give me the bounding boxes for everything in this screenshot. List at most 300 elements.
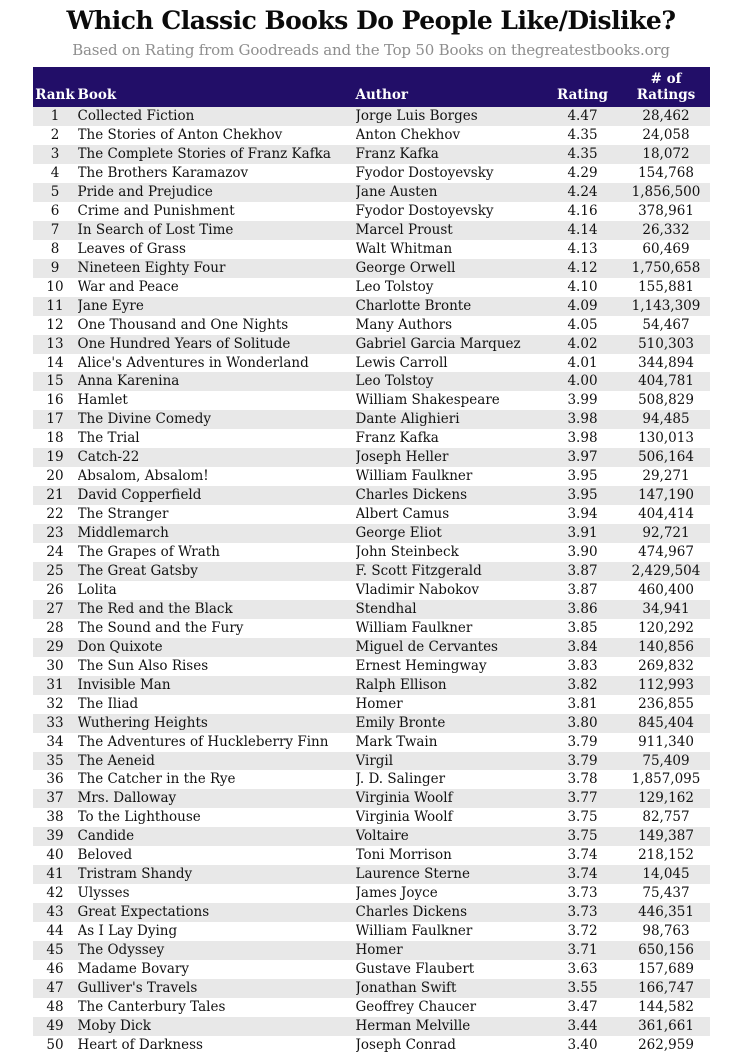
cell-book: The Grapes of Wrath bbox=[77, 544, 220, 561]
cell-num-ratings: 75,409 bbox=[642, 752, 690, 769]
cell-author: Walt Whitman bbox=[355, 240, 453, 257]
cell-rank: 40 bbox=[46, 847, 64, 864]
cell-book: Catch-22 bbox=[77, 449, 140, 466]
table-row bbox=[33, 770, 710, 789]
cell-author: William Shakespeare bbox=[355, 392, 500, 409]
cell-author: Many Authors bbox=[355, 316, 453, 333]
cell-rank: 48 bbox=[46, 998, 64, 1015]
cell-book: Crime and Punishment bbox=[77, 202, 235, 219]
cell-rating: 3.99 bbox=[567, 392, 598, 409]
cell-rating: 3.72 bbox=[567, 923, 598, 940]
cell-rating: 3.90 bbox=[567, 544, 598, 561]
cell-rating: 3.91 bbox=[567, 525, 598, 542]
cell-author: Toni Morrison bbox=[355, 847, 452, 864]
cell-num-ratings: 60,469 bbox=[642, 240, 690, 257]
cell-book: The Canterbury Tales bbox=[77, 998, 226, 1015]
cell-num-ratings: 14,045 bbox=[642, 866, 690, 883]
cell-book: Pride and Prejudice bbox=[77, 183, 213, 200]
cell-rating: 4.12 bbox=[567, 259, 598, 276]
cell-book: Nineteen Eighty Four bbox=[77, 259, 226, 276]
cell-rank: 42 bbox=[46, 885, 64, 902]
column-header-author: Author bbox=[356, 67, 543, 107]
cell-num-ratings: 82,757 bbox=[642, 809, 690, 826]
cell-rank: 1 bbox=[50, 108, 60, 125]
cell-rating: 4.09 bbox=[567, 297, 598, 314]
table-row bbox=[33, 1036, 710, 1054]
cell-rank: 31 bbox=[46, 676, 64, 693]
cell-num-ratings: 650,156 bbox=[638, 942, 694, 959]
cell-book: Hamlet bbox=[77, 392, 128, 409]
cell-author: Vladimir Nabokov bbox=[355, 581, 480, 598]
cell-num-ratings: 845,404 bbox=[638, 714, 694, 731]
cell-author: Charlotte Bronte bbox=[355, 297, 472, 314]
table-row bbox=[33, 429, 710, 448]
cell-rank: 36 bbox=[46, 771, 64, 788]
cell-author: Stendhal bbox=[355, 600, 417, 617]
cell-num-ratings: 92,721 bbox=[642, 525, 690, 542]
table-row bbox=[33, 202, 710, 221]
table-row bbox=[33, 164, 710, 183]
cell-rank: 28 bbox=[46, 619, 64, 636]
cell-book: Wuthering Heights bbox=[77, 714, 208, 731]
cell-author: Miguel de Cervantes bbox=[355, 638, 498, 655]
cell-num-ratings: 1,857,095 bbox=[631, 771, 701, 788]
cell-book: The Red and the Black bbox=[77, 600, 233, 617]
cell-rating: 3.98 bbox=[567, 411, 598, 428]
cell-rating: 3.47 bbox=[567, 998, 598, 1015]
cell-rank: 44 bbox=[46, 923, 64, 940]
cell-book: In Search of Lost Time bbox=[77, 221, 234, 238]
cell-rating: 3.73 bbox=[567, 904, 598, 921]
cell-author: Joseph Conrad bbox=[355, 1036, 456, 1053]
cell-book: The Complete Stories of Franz Kafka bbox=[77, 146, 331, 163]
cell-num-ratings: 155,881 bbox=[638, 278, 694, 295]
table-row bbox=[33, 1017, 710, 1036]
cell-rank: 37 bbox=[46, 790, 64, 807]
cell-book: The Brothers Karamazov bbox=[77, 164, 249, 181]
cell-rank: 30 bbox=[46, 657, 64, 674]
cell-num-ratings: 157,689 bbox=[638, 961, 694, 978]
cell-book: Absalom, Absalom! bbox=[77, 468, 209, 485]
cell-book: Gulliver's Travels bbox=[77, 979, 198, 996]
cell-book: Middlemarch bbox=[77, 525, 169, 542]
table-row bbox=[33, 714, 710, 733]
cell-book: The Sun Also Rises bbox=[77, 657, 209, 674]
cell-rank: 16 bbox=[46, 392, 64, 409]
cell-book: Ulysses bbox=[77, 885, 130, 902]
cell-rating: 3.82 bbox=[567, 676, 598, 693]
cell-rating: 3.87 bbox=[567, 581, 598, 598]
cell-rating: 3.75 bbox=[567, 828, 598, 845]
table-row bbox=[33, 410, 710, 429]
cell-rating: 3.77 bbox=[567, 790, 598, 807]
cell-book: Beloved bbox=[77, 847, 133, 864]
cell-book: To the Lighthouse bbox=[77, 809, 201, 826]
cell-rating: 3.79 bbox=[567, 752, 598, 769]
cell-rating: 3.75 bbox=[567, 809, 598, 826]
table-row bbox=[33, 486, 710, 505]
cell-author: Emily Bronte bbox=[355, 714, 446, 731]
cell-num-ratings: 29,271 bbox=[642, 468, 690, 485]
cell-rating: 3.73 bbox=[567, 885, 598, 902]
cell-rating: 3.86 bbox=[567, 600, 598, 617]
cell-rank: 18 bbox=[46, 430, 64, 447]
cell-rating: 4.35 bbox=[567, 127, 598, 144]
cell-book: The Sound and the Fury bbox=[77, 619, 244, 636]
table-row bbox=[33, 505, 710, 524]
cell-author: Charles Dickens bbox=[355, 487, 468, 504]
cell-rating: 4.00 bbox=[567, 373, 598, 390]
cell-author: Jonathan Swift bbox=[355, 979, 457, 996]
cell-book: Great Expectations bbox=[77, 904, 210, 921]
cell-rating: 3.74 bbox=[567, 847, 598, 864]
cell-num-ratings: 154,768 bbox=[638, 164, 694, 181]
cell-num-ratings: 361,661 bbox=[638, 1017, 694, 1034]
cell-rank: 45 bbox=[46, 942, 64, 959]
cell-author: Anton Chekhov bbox=[355, 127, 461, 144]
table-row bbox=[33, 126, 710, 145]
column-header-rank: Rank bbox=[33, 67, 78, 107]
cell-num-ratings: 218,152 bbox=[638, 847, 694, 864]
cell-book: The Catcher in the Rye bbox=[77, 771, 236, 788]
cell-rank: 29 bbox=[46, 638, 64, 655]
cell-num-ratings: 1,750,658 bbox=[631, 259, 701, 276]
cell-book: Madame Bovary bbox=[77, 961, 189, 978]
cell-rank: 47 bbox=[46, 979, 64, 996]
table-row bbox=[33, 354, 710, 373]
cell-num-ratings: 269,832 bbox=[638, 657, 694, 674]
cell-num-ratings: 130,013 bbox=[638, 430, 694, 447]
column-header-rating: Rating bbox=[543, 67, 623, 107]
cell-rating: 3.74 bbox=[567, 866, 598, 883]
table-row bbox=[33, 524, 710, 543]
table-row bbox=[33, 903, 710, 922]
table-row bbox=[33, 183, 710, 202]
table-row bbox=[33, 335, 710, 354]
cell-num-ratings: 911,340 bbox=[638, 733, 694, 750]
table-row bbox=[33, 581, 710, 600]
cell-rating: 3.95 bbox=[567, 468, 598, 485]
cell-rating: 3.63 bbox=[567, 961, 598, 978]
cell-book: The Odyssey bbox=[77, 942, 165, 959]
table-row bbox=[33, 391, 710, 410]
cell-rating: 3.85 bbox=[567, 619, 598, 636]
cell-rank: 8 bbox=[50, 240, 60, 257]
cell-rating: 4.14 bbox=[567, 221, 598, 238]
cell-rank: 5 bbox=[50, 183, 60, 200]
table-row bbox=[33, 107, 710, 126]
cell-book: Don Quixote bbox=[77, 638, 163, 655]
cell-book: The Great Gatsby bbox=[77, 563, 198, 579]
cell-book: Alice's Adventures in Wonderland bbox=[77, 354, 309, 371]
cell-num-ratings: 508,829 bbox=[638, 392, 694, 409]
cell-num-ratings: 18,072 bbox=[642, 146, 690, 163]
cell-rank: 9 bbox=[50, 259, 60, 276]
page-subtitle: Based on Rating from Goodreads and the Top 50 Books on thegreatestbooks.org bbox=[72, 40, 670, 59]
cell-author: William Faulkner bbox=[355, 923, 473, 940]
cell-rating: 3.98 bbox=[567, 430, 598, 447]
cell-rank: 19 bbox=[46, 449, 64, 466]
cell-rank: 33 bbox=[46, 714, 64, 731]
table-row bbox=[33, 259, 710, 278]
cell-rating: 3.87 bbox=[567, 563, 598, 579]
cell-book: Candide bbox=[77, 828, 135, 845]
cell-author: Joseph Heller bbox=[355, 449, 449, 466]
cell-rank: 49 bbox=[46, 1017, 64, 1034]
column-header-book: Book bbox=[78, 67, 356, 107]
cell-rating: 3.81 bbox=[567, 695, 598, 712]
cell-book: Invisible Man bbox=[77, 676, 171, 693]
cell-num-ratings: 1,856,500 bbox=[631, 183, 701, 200]
cell-book: The Divine Comedy bbox=[77, 411, 212, 428]
cell-author: Ralph Ellison bbox=[355, 676, 447, 693]
cell-rating: 3.80 bbox=[567, 714, 598, 731]
cell-rank: 26 bbox=[46, 581, 64, 598]
cell-book: Moby Dick bbox=[77, 1017, 151, 1034]
table-row bbox=[33, 562, 710, 581]
cell-rank: 32 bbox=[46, 695, 64, 712]
table-row bbox=[33, 619, 710, 638]
cell-num-ratings: 404,781 bbox=[638, 373, 694, 390]
cell-num-ratings: 144,582 bbox=[638, 998, 694, 1015]
table-row bbox=[33, 240, 710, 259]
cell-author: Homer bbox=[355, 695, 403, 712]
cell-rank: 24 bbox=[46, 544, 64, 561]
table-row bbox=[33, 638, 710, 657]
cell-num-ratings: 147,190 bbox=[638, 487, 694, 504]
table-row bbox=[33, 808, 710, 827]
cell-num-ratings: 446,351 bbox=[638, 904, 694, 921]
cell-rank: 38 bbox=[46, 809, 64, 826]
table-row bbox=[33, 998, 710, 1017]
cell-rank: 23 bbox=[46, 525, 64, 542]
cell-author: Virginia Woolf bbox=[355, 790, 453, 807]
cell-rating: 4.29 bbox=[567, 164, 598, 181]
cell-book: Collected Fiction bbox=[77, 108, 195, 125]
table-row bbox=[33, 221, 710, 240]
cell-book: As I Lay Dying bbox=[77, 923, 178, 940]
cell-num-ratings: 474,967 bbox=[638, 544, 694, 561]
table-row bbox=[33, 448, 710, 467]
table-row bbox=[33, 941, 710, 960]
table-row bbox=[33, 733, 710, 752]
cell-num-ratings: 24,058 bbox=[642, 127, 690, 144]
table-row bbox=[33, 372, 710, 391]
cell-author: Virgil bbox=[355, 752, 394, 769]
cell-book: Mrs. Dalloway bbox=[77, 790, 177, 807]
table-row bbox=[33, 316, 710, 335]
cell-rating: 4.35 bbox=[567, 146, 598, 163]
cell-book: The Stranger bbox=[77, 506, 169, 523]
table-row bbox=[33, 297, 710, 316]
cell-num-ratings: 262,959 bbox=[638, 1036, 694, 1053]
cell-author: Ernest Hemingway bbox=[355, 657, 487, 674]
cell-num-ratings: 510,303 bbox=[638, 335, 694, 352]
cell-author: William Faulkner bbox=[355, 619, 473, 636]
cell-author: Laurence Sterne bbox=[355, 866, 470, 883]
cell-num-ratings: 54,467 bbox=[642, 316, 690, 333]
cell-author: James Joyce bbox=[355, 885, 438, 902]
cell-rating: 3.95 bbox=[567, 487, 598, 504]
cell-author: Mark Twain bbox=[355, 733, 438, 750]
table-row bbox=[33, 676, 710, 695]
table-row bbox=[33, 960, 710, 979]
table-body bbox=[33, 107, 710, 1054]
cell-book: The Aeneid bbox=[77, 752, 155, 769]
table-row bbox=[33, 467, 710, 486]
cell-rank: 41 bbox=[46, 866, 64, 883]
cell-author: J. D. Salinger bbox=[355, 771, 446, 788]
cell-num-ratings: 140,856 bbox=[638, 638, 694, 655]
cell-author: Leo Tolstoy bbox=[355, 278, 434, 295]
cell-rating: 4.02 bbox=[567, 335, 598, 352]
table-row bbox=[33, 979, 710, 998]
cell-book: Anna Karenina bbox=[77, 373, 180, 390]
cell-rating: 3.94 bbox=[567, 506, 598, 523]
cell-author: Fyodor Dostoyevsky bbox=[355, 164, 494, 181]
cell-author: Gustave Flaubert bbox=[355, 961, 475, 978]
cell-num-ratings: 149,387 bbox=[638, 828, 694, 845]
cell-num-ratings: 120,292 bbox=[638, 619, 694, 636]
cell-author: Franz Kafka bbox=[355, 430, 439, 447]
cell-rank: 11 bbox=[46, 297, 64, 314]
cell-rank: 3 bbox=[50, 146, 60, 163]
cell-rank: 27 bbox=[46, 600, 64, 617]
cell-num-ratings: 26,332 bbox=[642, 221, 690, 238]
cell-book: The Trial bbox=[77, 430, 140, 447]
cell-rank: 35 bbox=[46, 752, 64, 769]
cell-author: Geoffrey Chaucer bbox=[355, 998, 477, 1015]
cell-author: Albert Camus bbox=[355, 506, 450, 523]
table-row bbox=[33, 145, 710, 164]
table-row bbox=[33, 827, 710, 846]
cell-book: One Thousand and One Nights bbox=[77, 316, 289, 333]
cell-rating: 3.83 bbox=[567, 657, 598, 674]
cell-author: Lewis Carroll bbox=[355, 354, 448, 371]
cell-author: Fyodor Dostoyevsky bbox=[355, 202, 494, 219]
cell-rank: 12 bbox=[46, 316, 64, 333]
cell-rank: 10 bbox=[46, 278, 64, 295]
cell-rating: 3.78 bbox=[567, 771, 598, 788]
table-row bbox=[33, 752, 710, 771]
cell-num-ratings: 1,143,309 bbox=[631, 297, 701, 314]
cell-num-ratings: 28,462 bbox=[642, 108, 690, 125]
cell-rank: 7 bbox=[50, 221, 60, 238]
table-row bbox=[33, 695, 710, 714]
cell-book: Leaves of Grass bbox=[77, 240, 186, 257]
cell-num-ratings: 98,763 bbox=[642, 923, 690, 940]
cell-book: The Adventures of Huckleberry Finn bbox=[77, 733, 329, 750]
table-row bbox=[33, 600, 710, 619]
cell-book: The Stories of Anton Chekhov bbox=[77, 127, 283, 144]
cell-rating: 3.40 bbox=[567, 1036, 598, 1053]
cell-book: Tristram Shandy bbox=[77, 866, 193, 883]
cell-author: Herman Melville bbox=[355, 1017, 471, 1034]
table-row bbox=[33, 657, 710, 676]
cell-rating: 4.24 bbox=[567, 183, 598, 200]
cell-book: One Hundred Years of Solitude bbox=[77, 335, 291, 352]
cell-rating: 4.13 bbox=[567, 240, 598, 257]
table-row bbox=[33, 846, 710, 865]
cell-rank: 25 bbox=[46, 563, 64, 579]
cell-rank: 6 bbox=[50, 202, 60, 219]
cell-book: Heart of Darkness bbox=[77, 1036, 203, 1053]
cell-num-ratings: 460,400 bbox=[638, 581, 694, 598]
cell-rating: 4.47 bbox=[567, 108, 598, 125]
cell-author: Charles Dickens bbox=[355, 904, 468, 921]
cell-rank: 2 bbox=[50, 127, 60, 144]
cell-author: F. Scott Fitzgerald bbox=[355, 563, 482, 579]
cell-author: William Faulkner bbox=[355, 468, 473, 485]
cell-num-ratings: 75,437 bbox=[642, 885, 690, 902]
table-row bbox=[33, 278, 710, 297]
cell-rating: 3.84 bbox=[567, 638, 598, 655]
cell-rating: 3.55 bbox=[567, 979, 598, 996]
cell-book: The Iliad bbox=[77, 695, 139, 712]
cell-rating: 4.16 bbox=[567, 202, 598, 219]
table-header-row bbox=[33, 67, 710, 107]
cell-author: Franz Kafka bbox=[355, 146, 439, 163]
cell-author: George Orwell bbox=[355, 259, 456, 276]
cell-book: David Copperfield bbox=[77, 487, 202, 504]
cell-rating: 4.05 bbox=[567, 316, 598, 333]
cell-author: Virginia Woolf bbox=[355, 809, 453, 826]
cell-num-ratings: 404,414 bbox=[638, 506, 694, 523]
cell-rating: 3.44 bbox=[567, 1017, 598, 1034]
cell-rating: 4.10 bbox=[567, 278, 598, 295]
cell-num-ratings: 344,894 bbox=[638, 354, 694, 371]
cell-rank: 20 bbox=[46, 468, 64, 485]
cell-num-ratings: 378,961 bbox=[638, 202, 694, 219]
cell-book: Lolita bbox=[77, 581, 117, 598]
cell-rank: 39 bbox=[46, 828, 64, 845]
cell-book: War and Peace bbox=[77, 278, 179, 295]
table-row bbox=[33, 884, 710, 903]
cell-rating: 4.01 bbox=[567, 354, 598, 371]
cell-author: Jane Austen bbox=[355, 183, 438, 200]
cell-rating: 3.79 bbox=[567, 733, 598, 750]
cell-rank: 17 bbox=[46, 411, 64, 428]
cell-book: Jane Eyre bbox=[77, 297, 144, 314]
cell-num-ratings: 34,941 bbox=[642, 600, 690, 617]
cell-rating: 3.97 bbox=[567, 449, 598, 466]
cell-rank: 13 bbox=[46, 335, 64, 352]
cell-num-ratings: 112,993 bbox=[638, 676, 694, 693]
cell-author: Marcel Proust bbox=[355, 221, 453, 238]
cell-author: Leo Tolstoy bbox=[355, 373, 434, 390]
books-table bbox=[33, 67, 710, 1054]
column-header-num-ratings: # of Ratings bbox=[623, 67, 710, 107]
table-row bbox=[33, 543, 710, 562]
table-header bbox=[33, 67, 710, 107]
table-row bbox=[33, 922, 710, 941]
page-title: Which Classic Books Do People Like/Dislike? bbox=[66, 6, 676, 35]
cell-rank: 14 bbox=[46, 354, 64, 371]
table-row bbox=[33, 865, 710, 884]
cell-rating: 3.71 bbox=[567, 942, 598, 959]
cell-num-ratings: 94,485 bbox=[642, 411, 690, 428]
cell-rank: 22 bbox=[46, 506, 64, 523]
cell-author: Gabriel Garcia Marquez bbox=[355, 335, 521, 352]
cell-rank: 21 bbox=[46, 487, 64, 504]
cell-author: Voltaire bbox=[355, 828, 409, 845]
cell-author: Dante Alighieri bbox=[355, 411, 460, 428]
cell-rank: 15 bbox=[46, 373, 64, 390]
cell-author: George Eliot bbox=[355, 525, 442, 542]
cell-num-ratings: 166,747 bbox=[638, 979, 694, 996]
cell-author: Homer bbox=[355, 942, 403, 959]
cell-num-ratings: 506,164 bbox=[638, 449, 694, 466]
